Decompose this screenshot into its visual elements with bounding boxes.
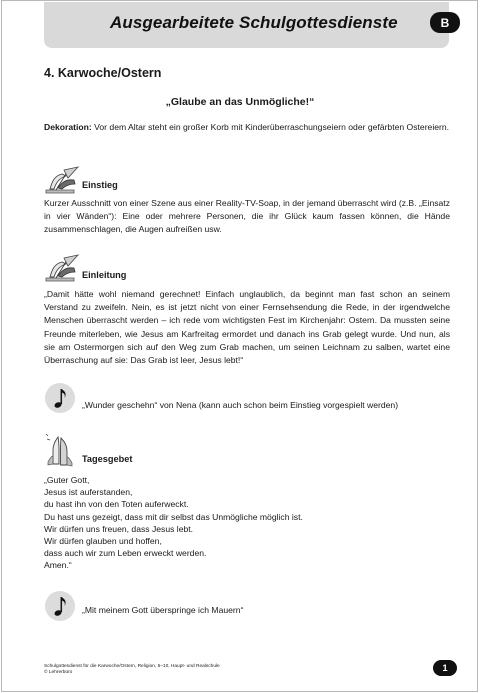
chapter-badge: B	[430, 12, 460, 33]
music-note-icon	[44, 382, 76, 419]
prayer-line: „Guter Gott,	[44, 475, 90, 485]
dekoration-text: Vor dem Altar steht ein großer Korb mit Kinderüberraschungseiern oder gefärbten Ostereiern.	[91, 122, 450, 132]
scroll-quill-icon	[44, 254, 80, 289]
footer-source	[44, 664, 220, 677]
tagesgebet-heading: Tagesgebet	[82, 454, 133, 464]
prayer-line: Wir dürfen uns freuen, dass Jesus lebt.	[44, 523, 194, 534]
praying-hands-icon	[44, 434, 76, 473]
section-heading: 4. Karwoche/Ostern	[44, 66, 162, 80]
einstieg-heading: Einstieg	[82, 180, 118, 190]
einleitung-paragraph: „Damit hätte wohl niemand gerechnet! Einfach unglaublich, da beginnt man fast schon an seinem Verstand zu zweifeln. Nein, es ist jetzt nicht von einer Fernsehsendung die Rede, in der irgendwelche Menschen überrascht werden – ich rede vom wichtigsten Fest im Kirchenjahr: Ostern. Da mussten seine Freunde miterleben, wie Jesus am Karfreitag ermordet und danach ins Grab gelegt wurde. Und nun, als sie am Ostermorgen sich auf den Weg zum Grab machen, um seinen Leichnam zu salben, wartet eine Überraschung auf sie: Das Grab ist leer, Jesus lebt!“	[44, 289, 450, 366]
footer-copyright: © Lehrerbüro	[44, 670, 73, 676]
prayer-line: du hast ihn von den Toten auferweckt.	[44, 499, 189, 510]
footer-line: Schulgottesdienst für die Karwoche/Ostern, Religion, 5–10, Haupt- und Realschule	[44, 664, 220, 669]
song-mit-meinem-gott: „Mit meinem Gott überspringe ich Mauern“	[82, 605, 244, 615]
page-title: Ausgearbeitete Schulgottesdienste	[110, 13, 398, 32]
prayer-line: Du hast uns gezeigt, dass mit dir selbst das Unmögliche möglich ist.	[44, 511, 303, 522]
einleitung-heading: Einleitung	[82, 270, 127, 280]
tagesgebet-prayer	[44, 474, 303, 572]
motto-title: „Glaube an das Unmögliche!“	[165, 96, 315, 108]
prayer-line: dass auch wir zum Leben erweckt werden.	[44, 548, 207, 559]
einstieg-paragraph: Kurzer Ausschnitt von einer Szene aus einer Reality-TV-Soap, in der jemand überrascht wird (z.B. „Einsatz in vier Wänden“): Eine oder mehrere Personen, die ihr Glück kaum fassen können, die Hände zusammenschlagen, die Augen aufreißen usw.	[44, 198, 450, 235]
prayer-line: Wir dürfen glauben und hoffen,	[44, 536, 162, 547]
dekoration-paragraph	[44, 121, 450, 134]
prayer-line: Amen.“	[44, 560, 72, 571]
song-wunder-geschehn: „Wunder geschehn“ von Nena (kann auch schon beim Einstieg vorgespielt werden)	[82, 400, 399, 410]
prayer-line: Jesus ist auferstanden,	[44, 487, 133, 498]
dekoration-label: Dekoration:	[44, 122, 92, 132]
page-number: 1	[433, 660, 457, 676]
music-note-icon	[44, 590, 76, 627]
scroll-quill-icon	[44, 166, 80, 201]
